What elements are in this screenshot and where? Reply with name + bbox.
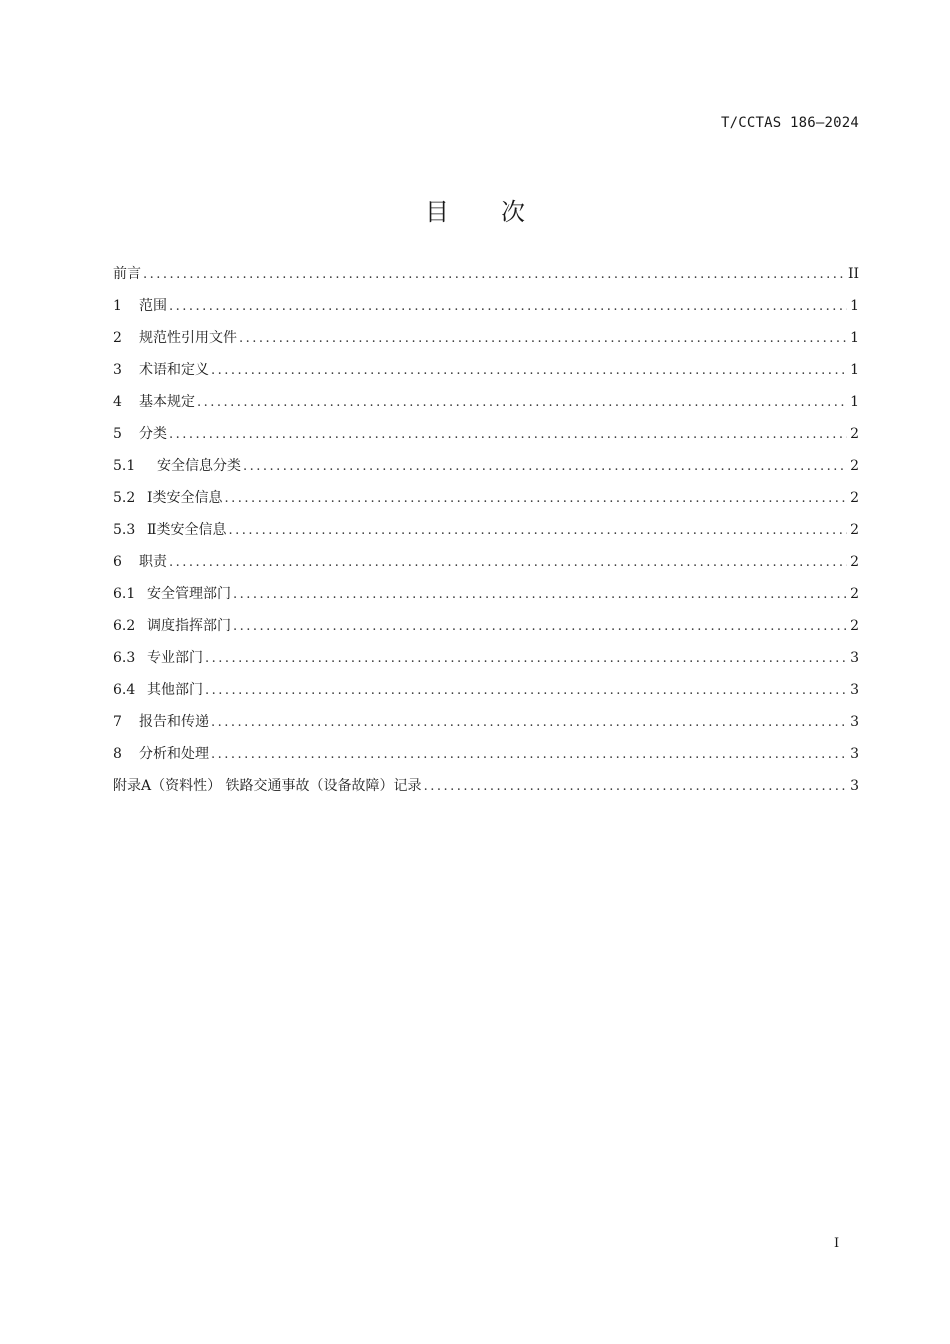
toc-entry-text: 范围 — [139, 298, 167, 314]
toc-leader-dots — [229, 515, 847, 547]
toc-entry-label — [113, 386, 197, 418]
toc-entry-label — [113, 290, 169, 322]
toc-entry-label — [113, 354, 211, 386]
toc-entry-label — [113, 482, 225, 514]
toc-entry-number: 6.1 — [113, 586, 136, 602]
toc-entry-text: 分类 — [139, 426, 167, 442]
toc-entry-page: 3 — [850, 746, 859, 762]
toc-entry-number: 8 — [113, 746, 122, 762]
toc-entry-number: 3 — [113, 362, 122, 378]
toc-entry-normative-references[interactable] — [113, 322, 859, 354]
toc-entry-number: 5.3 — [113, 522, 136, 538]
toc-entry-label — [113, 610, 233, 642]
toc-entry-basic-provisions[interactable] — [113, 386, 859, 418]
toc-entry-text: Ⅰ类安全信息 — [147, 490, 223, 506]
toc-entry-text: 术语和定义 — [139, 362, 209, 378]
toc-entry-number: 7 — [113, 714, 122, 730]
toc-entry-label — [113, 674, 205, 706]
toc-entry-label — [113, 706, 211, 738]
toc-entry-page: 2 — [850, 458, 859, 474]
toc-entry-analysis-handling[interactable] — [113, 738, 859, 770]
toc-entry-number: 1 — [113, 298, 122, 314]
toc-entry-page: 3 — [850, 650, 859, 666]
toc-entry-safety-management-dept[interactable] — [113, 578, 859, 610]
toc-leader-dots — [233, 611, 847, 643]
toc-entry-number: 6.4 — [113, 682, 136, 698]
toc-title — [0, 192, 950, 227]
toc-leader-dots — [424, 771, 847, 803]
toc-entry-page: 2 — [850, 490, 859, 506]
toc-entry-label — [113, 418, 169, 450]
toc-leader-dots — [211, 355, 847, 387]
toc-entry-text: 附录A（资料性） 铁路交通事故（设备故障）记录 — [113, 778, 422, 794]
toc-entry-label — [113, 322, 239, 354]
toc-entry-label — [113, 642, 205, 674]
toc-leader-dots — [225, 483, 847, 515]
toc-entry-text: 专业部门 — [147, 650, 203, 666]
toc-entry-text: 安全信息分类 — [157, 458, 241, 474]
toc-entry-scope[interactable] — [113, 290, 859, 322]
toc-entry-terms-definitions[interactable] — [113, 354, 859, 386]
toc-entry-label — [113, 546, 169, 578]
toc-entry-text: 基本规定 — [139, 394, 195, 410]
toc-leader-dots — [243, 451, 847, 483]
toc-entry-page: 1 — [850, 362, 859, 378]
toc-entry-number: 6.3 — [113, 650, 136, 666]
toc-entry-label — [113, 738, 211, 770]
toc-leader-dots — [211, 707, 847, 739]
toc-leader-dots — [205, 643, 847, 675]
toc-entry-number: 6 — [113, 554, 122, 570]
toc-entry-dispatch-command-dept[interactable] — [113, 610, 859, 642]
toc-entry-text: 报告和传递 — [139, 714, 209, 730]
toc-entry-page: 3 — [850, 682, 859, 698]
toc-entry-text: 前言 — [113, 266, 141, 282]
toc-entry-text: 其他部门 — [147, 682, 203, 698]
toc-entry-text: 调度指挥部门 — [147, 618, 231, 634]
toc-entry-responsibilities[interactable] — [113, 546, 859, 578]
toc-leader-dots — [169, 547, 847, 579]
toc-entry-page: 3 — [850, 714, 859, 730]
toc-entry-label — [113, 514, 229, 546]
toc-leader-dots — [239, 323, 847, 355]
toc-entry-appendix-a[interactable] — [113, 770, 859, 802]
toc-leader-dots — [169, 419, 847, 451]
toc-entry-page: 2 — [850, 426, 859, 442]
toc-entry-label — [113, 578, 233, 610]
toc-entry-label — [113, 258, 143, 290]
toc-title-char-1: 目 — [425, 198, 449, 226]
toc-entry-other-depts[interactable] — [113, 674, 859, 706]
toc-leader-dots — [143, 259, 846, 291]
toc-entry-label — [113, 450, 243, 482]
page-number: I — [834, 1236, 840, 1251]
toc-entry-class-ii-safety-info[interactable] — [113, 514, 859, 546]
toc-entry-professional-dept[interactable] — [113, 642, 859, 674]
toc-entry-number: 5.1 — [113, 458, 136, 474]
toc-entry-number: 2 — [113, 330, 122, 346]
toc-entry-text: Ⅱ类安全信息 — [147, 522, 227, 538]
toc-entry-label — [113, 770, 424, 802]
toc-leader-dots — [169, 291, 847, 323]
toc-entry-class-i-safety-info[interactable] — [113, 482, 859, 514]
toc-entry-number: 6.2 — [113, 618, 136, 634]
toc-entry-reporting-transmission[interactable] — [113, 706, 859, 738]
toc-entry-page: 1 — [850, 394, 859, 410]
toc-entry-text: 规范性引用文件 — [139, 330, 237, 346]
toc-entry-foreword[interactable] — [113, 258, 859, 290]
toc-entry-text: 职责 — [139, 554, 167, 570]
document-code: T/CCTAS 186—2024 — [720, 115, 859, 131]
toc-entry-page: 2 — [850, 618, 859, 634]
toc-entry-number: 4 — [113, 394, 122, 410]
toc-entry-page: 1 — [850, 298, 859, 314]
toc-leader-dots — [211, 739, 847, 771]
toc-entry-text: 分析和处理 — [139, 746, 209, 762]
toc-title-char-2: 次 — [501, 198, 525, 226]
toc-entry-text: 安全管理部门 — [147, 586, 231, 602]
toc-entry-page: 3 — [850, 778, 859, 794]
toc-entry-page: 2 — [850, 554, 859, 570]
toc-leader-dots — [233, 579, 847, 611]
toc-entry-number: 5 — [113, 426, 122, 442]
toc-entry-page: II — [847, 266, 859, 282]
toc-entry-number: 5.2 — [113, 490, 136, 506]
toc-entry-page: 2 — [850, 522, 859, 538]
toc-leader-dots — [205, 675, 847, 707]
toc-entry-page: 2 — [850, 586, 859, 602]
table-of-contents — [113, 258, 859, 802]
toc-entry-page: 1 — [850, 330, 859, 346]
toc-leader-dots — [197, 387, 847, 419]
toc-entry-classification[interactable] — [113, 418, 859, 450]
toc-entry-safety-info-classification[interactable] — [113, 450, 859, 482]
